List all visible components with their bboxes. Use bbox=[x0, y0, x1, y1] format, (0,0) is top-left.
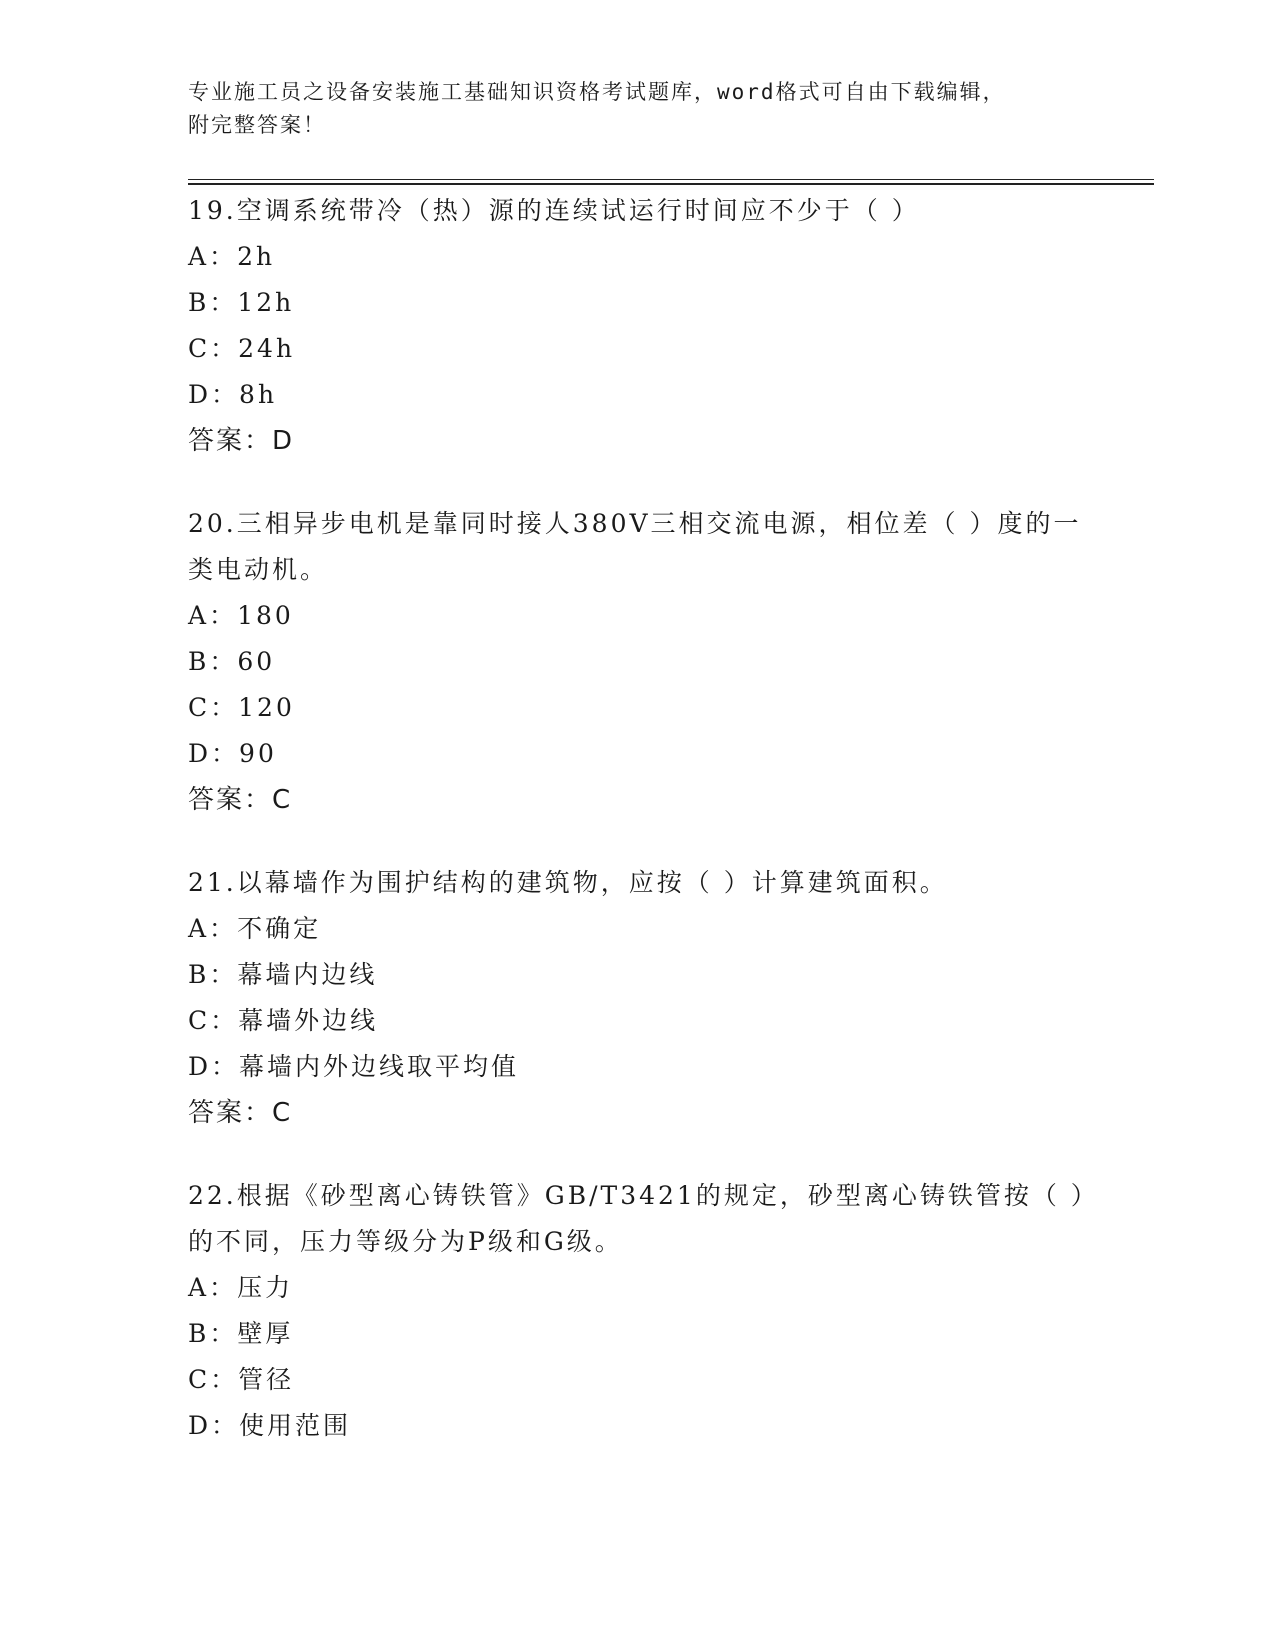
header-divider-thin bbox=[188, 179, 1154, 180]
option-b bbox=[188, 280, 1088, 326]
option-d bbox=[188, 1044, 1088, 1090]
question-list bbox=[188, 188, 1088, 1486]
option-text: 60 bbox=[237, 647, 276, 676]
option-key: A： bbox=[188, 1273, 238, 1302]
option-text: 不确定 bbox=[237, 914, 322, 943]
question-stem: 19.空调系统带冷（热）源的连续试运行时间应不少于（ ） bbox=[188, 196, 920, 225]
document-header bbox=[188, 76, 1068, 142]
option-key: B： bbox=[188, 960, 238, 989]
option-key: C： bbox=[188, 1365, 239, 1394]
option-d bbox=[188, 372, 1088, 418]
option-key: C： bbox=[188, 693, 239, 722]
option-key: B： bbox=[188, 1319, 238, 1348]
answer-line: 答案：D bbox=[188, 426, 295, 456]
option-key: D： bbox=[188, 380, 240, 409]
option-text: 幕墙内外边线取平均值 bbox=[239, 1052, 520, 1081]
option-text: 12h bbox=[237, 288, 295, 317]
option-text: 2h bbox=[237, 242, 276, 271]
option-c bbox=[188, 1357, 1088, 1403]
option-key: B： bbox=[188, 288, 238, 317]
option-text: 120 bbox=[238, 693, 295, 722]
option-text: 180 bbox=[237, 601, 294, 630]
option-text: 幕墙内边线 bbox=[237, 960, 378, 989]
answer-line: 答案：C bbox=[188, 1098, 293, 1128]
option-a bbox=[188, 906, 1088, 952]
question-22 bbox=[188, 1173, 1088, 1449]
option-key: A： bbox=[188, 242, 238, 271]
option-a bbox=[188, 1265, 1088, 1311]
option-key: C： bbox=[188, 1006, 239, 1035]
option-b bbox=[188, 639, 1088, 685]
option-text: 24h bbox=[238, 334, 296, 363]
question-20 bbox=[188, 501, 1088, 823]
question-21 bbox=[188, 860, 1088, 1136]
option-d bbox=[188, 1403, 1088, 1449]
option-a bbox=[188, 234, 1088, 280]
header-line-2: 附完整答案！ bbox=[188, 113, 326, 137]
question-19 bbox=[188, 188, 1088, 464]
question-stem: 22.根据《砂型离心铸铁管》GB/T3421的规定，砂型离心铸铁管按（ ）的不同，压力等级分为P级和G级。 bbox=[188, 1181, 1087, 1256]
option-text: 幕墙外边线 bbox=[238, 1006, 379, 1035]
option-c bbox=[188, 998, 1088, 1044]
option-text: 管径 bbox=[238, 1365, 295, 1394]
question-stem: 21.以幕墙作为围护结构的建筑物，应按（ ）计算建筑面积。 bbox=[188, 868, 948, 897]
option-key: A： bbox=[188, 601, 238, 630]
option-key: A： bbox=[188, 914, 238, 943]
option-text: 壁厚 bbox=[237, 1319, 294, 1348]
option-d bbox=[188, 731, 1088, 777]
option-text: 压力 bbox=[237, 1273, 294, 1302]
option-key: C： bbox=[188, 334, 239, 363]
option-a bbox=[188, 593, 1088, 639]
header-line-1: 专业施工员之设备安装施工基础知识资格考试题库，word格式可自由下载编辑， bbox=[188, 80, 1006, 104]
option-key: D： bbox=[188, 1052, 240, 1081]
answer-line: 答案：C bbox=[188, 785, 293, 815]
question-stem: 20.三相异步电机是靠同时接人380V三相交流电源，相位差（ ）度的一类电动机。 bbox=[188, 509, 1082, 584]
option-text: 90 bbox=[239, 739, 277, 768]
option-key: D： bbox=[188, 739, 240, 768]
option-b bbox=[188, 1311, 1088, 1357]
option-c bbox=[188, 685, 1088, 731]
option-key: D： bbox=[188, 1411, 240, 1440]
option-key: B： bbox=[188, 647, 238, 676]
option-text: 8h bbox=[239, 380, 278, 409]
header-divider-thick bbox=[188, 183, 1154, 185]
option-b bbox=[188, 952, 1088, 998]
option-text: 使用范围 bbox=[239, 1411, 352, 1440]
option-c bbox=[188, 326, 1088, 372]
